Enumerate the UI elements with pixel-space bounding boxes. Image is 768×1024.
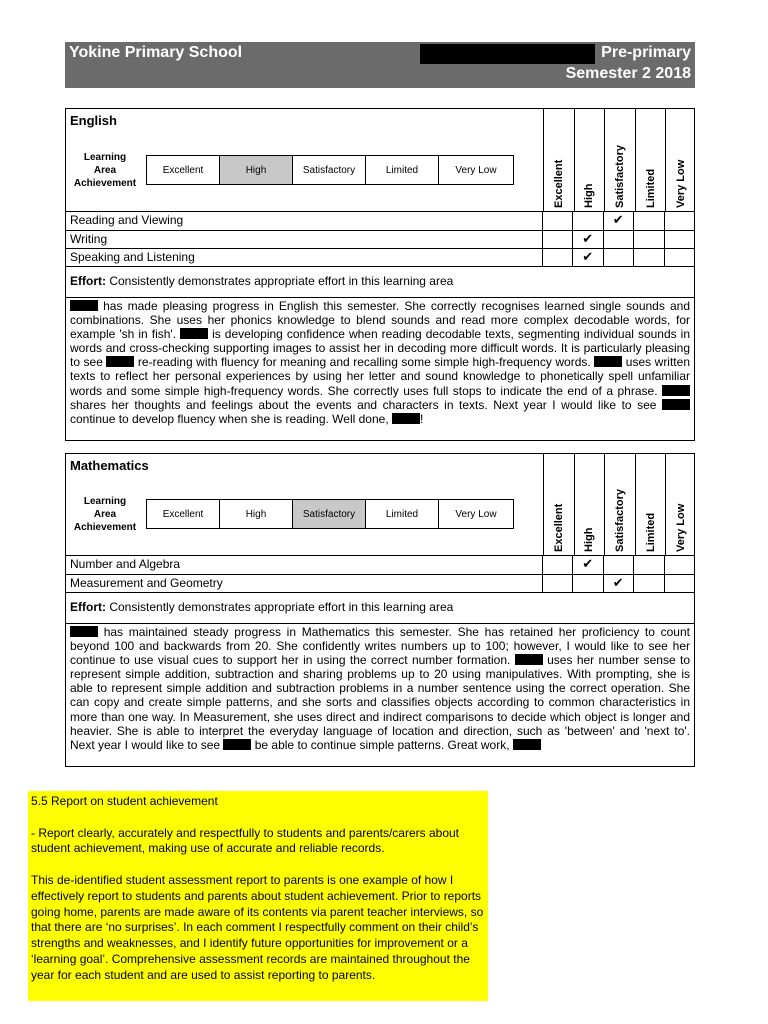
strand-label: Reading and Viewing [70,213,184,227]
grade-cell [603,556,634,574]
grade-cell [542,575,573,593]
strand-row [66,230,694,249]
comment-text: re-reading with fluency for meaning and recalling some simple high-frequency words. [134,355,595,370]
achievement-level-limited: Limited [366,500,439,528]
strand-label: Number and Algebra [70,557,181,571]
year-level: Pre-primary [601,44,691,61]
note-point: - Report clearly, accurately and respectfully to students and parents/carers about student achievement, making use of accurate and reliable records. [31,825,459,856]
redacted-name [180,328,208,339]
note-body: This de-identified student assessment report to parents is one example of how I effectively report to students and parents about student achievement. Prior to reports going home, parents are made aware of its contents via parent teacher interviews, so that there are ‘no surprises’. In each comment I respectfully comment on their child’s strengths and weaknesses, and I identify future opportunities for improvement or a ‘learning goal’. Comprehensive assessment records are maintained throughout the year for each student and are used to assist reporting to parents. [31,872,484,982]
grade-cell [603,249,634,267]
comment-text: uses written texts to reflect her personal experiences by using her letter and sound knowledge to phonetically spell unfamiliar words and some simple high-frequency words. She correctly uses full stops to indicate the end of a phrase. [70,355,690,398]
grade-header-very-low: Very Low [665,109,696,212]
grade-header-satisfactory: Satisfactory [604,454,635,556]
section-title: Mathematics [70,458,149,473]
grade-cell [603,231,634,249]
checkmark-icon: ✔ [603,575,634,593]
grade-cell [572,212,603,230]
achievement-level-satisfactory: Satisfactory [293,156,366,184]
standard-note [28,791,488,1001]
learning-area-achievement-label: Learning Area Achievement [73,152,137,189]
redacted-name [70,626,98,637]
note-heading: 5.5 Report on student achievement [31,794,218,808]
mathematics-section [65,453,695,767]
effort-row: Effort: Consistently demonstrates appropriate effort in this learning area [66,592,694,623]
learning-area-achievement-label: Learning Area Achievement [73,496,137,533]
comment-text: ! [419,411,424,426]
english-section [65,108,695,441]
achievement-level-very-low: Very Low [455,164,497,176]
grade-cell [664,575,695,593]
redacted-name [106,356,134,367]
report-header [65,42,695,88]
comment-text: continue to develop fluency when she is reading. Well done, [70,411,392,426]
redacted-name [392,413,420,424]
grade-header-limited: Limited [635,454,666,556]
redacted-name [70,300,98,311]
achievement-level-high: High [220,500,293,528]
effort-row: Effort: Consistently demonstrates appropriate effort in this learning area [66,266,694,297]
grade-cell [664,556,695,574]
comment-text: has maintained steady progress in Mathematics this semester. She has retained her proficiency to count beyond 100 and backwards from 20. She confidently writes numbers up to 100; however, I would like to see her continue to use visual cues to support her in using the correct number formation. [70,625,690,668]
grade-header-excellent: Excellent [543,109,574,212]
grade-cell [664,212,695,230]
grade-cell [633,212,664,230]
achievement-level-excellent: Excellent [147,500,220,528]
semester-label: Semester 2 2018 [565,65,691,82]
checkmark-icon: ✔ [603,212,634,230]
grade-cell [633,575,664,593]
achievement-level-satisfactory: Satisfactory [293,500,366,528]
redacted-name [662,385,690,396]
checkmark-icon: ✔ [572,249,603,267]
grade-header-limited: Limited [635,109,666,212]
grade-cell [542,556,573,574]
redacted-name [223,739,251,750]
grade-header-satisfactory: Satisfactory [604,109,635,212]
achievement-scale [146,155,514,185]
achievement-level-very-low: Very Low [455,508,497,520]
achievement-scale [146,499,514,529]
grade-cell [633,231,664,249]
grade-cell [664,231,695,249]
grade-header-very-low: Very Low [665,454,696,556]
achievement-level-high: High [220,156,293,184]
redacted-student-name [420,44,595,64]
grade-column-headers [543,454,696,556]
grade-cell [542,249,573,267]
grade-header-excellent: Excellent [543,454,574,556]
redacted-name [515,654,543,665]
strand-label: Speaking and Listening [70,250,195,264]
section-title: English [70,113,117,128]
strand-rows [66,555,694,592]
strand-row [66,555,694,574]
strand-row [66,211,694,230]
redacted-name [662,399,690,410]
checkmark-icon: ✔ [572,231,603,249]
teacher-comment [66,623,694,766]
checkmark-icon: ✔ [572,556,603,574]
grade-cell [542,212,573,230]
grade-cell [633,556,664,574]
school-name: Yokine Primary School [69,44,243,61]
achievement-level-limited: Limited [366,156,439,184]
strand-row [66,574,694,593]
grade-cell [572,575,603,593]
strand-label: Measurement and Geometry [70,575,223,590]
comment-text: is developing confidence when reading decodable texts, segmenting individual sounds in words and cross-checking supporting images to assist her in decoding more difficult words. It is particularly pleasing to see [70,327,691,370]
comment-text: has made pleasing progress in English this semester. She correctly recognises learned single sounds and combinations. She uses her phonics knowledge to blend sounds and read more complex decodable words, for example 'sh in fish'. [70,299,690,342]
strand-row [66,248,694,267]
grade-column-headers [543,109,696,212]
comment-text: uses her number sense to represent simple addition, subtraction and sharing problems up to 20 using manipulatives. With prompting, she is able to represent simple addition and subtraction problems in a number sentence using the correct operation. She can copy and create simple patterns, and she sorts and classifies objects according to common characteristics in more than one way. In Measurement, she uses direct and indirect comparisons to decide which object is longer and heavier. She is able to interpret the everyday language of location and direction, such as 'between' and 'next to'. Next year I would like to see [70,653,691,752]
strand-label: Writing [70,231,108,246]
achievement-level-excellent: Excellent [147,156,220,184]
redacted-name [594,356,622,367]
comment-text: shares her thoughts and feelings about the events and characters in texts. Next year I would like to see [70,397,662,412]
teacher-comment [66,297,694,440]
grade-cell [542,231,573,249]
grade-cell [633,249,664,267]
comment-text: be able to continue simple patterns. Great work, [251,737,513,752]
grade-cell [664,249,695,267]
grade-header-high: High [574,454,605,556]
grade-header-high: High [574,109,605,212]
strand-rows [66,211,694,267]
redacted-name [513,739,541,750]
